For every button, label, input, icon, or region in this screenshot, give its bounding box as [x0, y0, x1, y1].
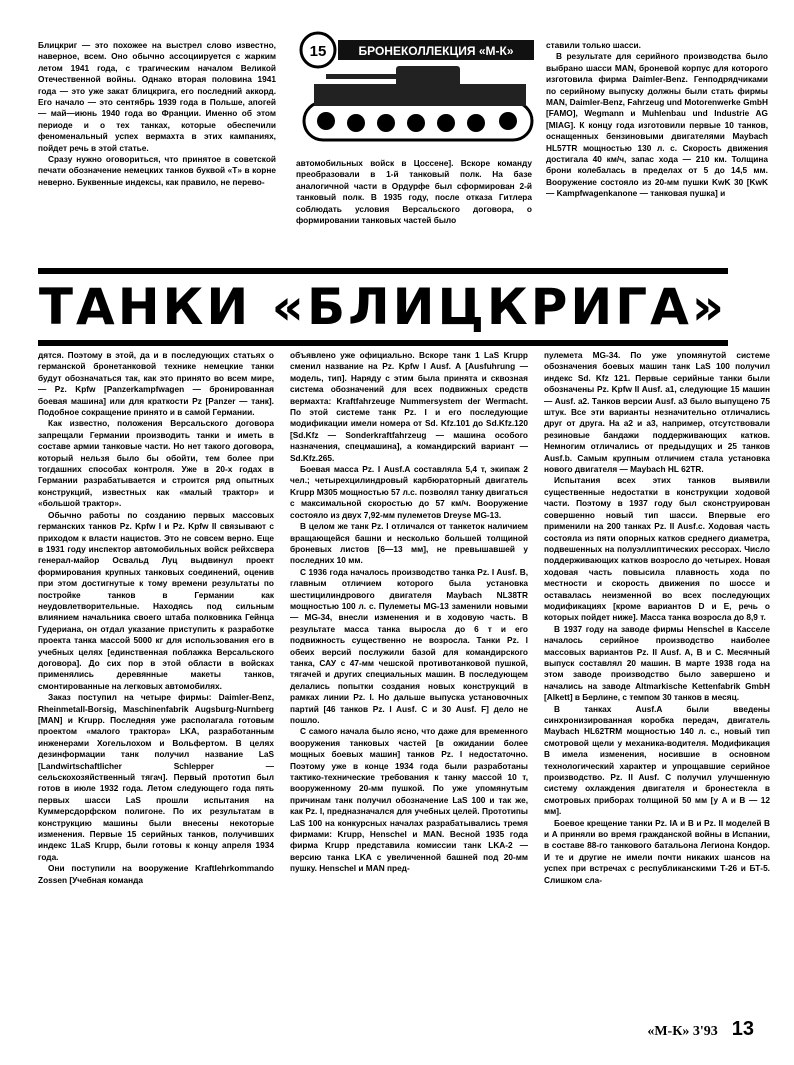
paragraph: Блицкриг — это похожее на выстрел слово известно, наверное, всем. Оно обычно ассоциируется с жарким летом 1941 года, с трагическим началом Великой Отечественной войны. Однако вторая половина 1941 года — это уже закат блицкрига, его последний аккорд. Его начало — это сентябрь 1939 года в Польше, апогей — май—июнь 1940 года во Франции. Именно об этом периоде и о тех танках, которые обеспечили феноменальный успех вермахта в этих кампаниях, пойдет речь в этой статье.: [38, 40, 276, 153]
paragraph: пулемета MG-34. По уже упомянутой системе обозначения боевых машин танк LaS 100 получил индекс Sd. Kfz 121. Первые серийные танки были обозначены Pz. Kpfw II Ausf. a1, следующие 15 машин — Ausf. a2. Танков версии Ausf. a3 было выпущено 75 штук. Все эти варианты незначительно отличались друг от друга. На a2 и a3, например, отсутствовали резиновые бандажи поддерживающих катков. Немногим отличались от предыдущих и 25 танков Ausf.b. Самым крупным отличием стала установка нового двигателя — Maybach HL 62TR.: [544, 350, 770, 475]
paragraph: Они поступили на вооружение Kraftlehrkommando Zossen [Учебная команда: [38, 863, 274, 885]
article-title-band: [38, 268, 728, 346]
bottom-column-1: [38, 350, 274, 1014]
bottom-column-2: [290, 350, 528, 1014]
paragraph: ставили только шасси.: [546, 40, 641, 50]
paragraph: Обычно работы по созданию первых массовых германских танков Pz. Kpfw I и Pz. Kpfw II связывают с приходом к власти нацистов. Это не совсем верно. Еще в 1931 году инспектор автомобильных войск рейхсвера генерал-майор Освальд Луц выдвинул проект формирования крупных танковых соединений, оценив при этом достигнутые к тому времени результаты по постройке танков в Германии как неудовлетворительные. Находясь под сильным влиянием начальника своего штаба полковника Гейнца Гудериана, он отдал указание приступить к разработке проекта танка массой 5000 кг для использования его в учебных целях [единственная поблажка Версальского договора]. До сих пор в этой области в войсках применялись деревянные макеты танков, смонтированные на легковых автомобилях.: [38, 509, 274, 691]
paragraph: В 1937 году на заводе фирмы Henschel в Касселе началось серийное производство наиболее массовых вариантов Pz. II Ausf. A, B и C. Месячный выпуск составлял 20 машин. В марте 1938 года на этом заводе производство было завершено и начались на заводе Altmarkische Kettenfabrik GmbH [Alkett] в Берлине, с темпом 30 танков в месяц.: [544, 623, 770, 703]
paragraph: автомобильных войск в Цоссене]. Вскоре команду преобразовали в 1-й танковый полк. На базе аналогичной части в Ордурфе был сформирован 2-й танковый полк. В 1935 году, после отказа Гитлера соблюдать условия Версальского договора, о формировании танковых частей было: [296, 158, 532, 226]
paragraph: В целом же танк Pz. I отличался от танкеток наличием вращающейся башни и несколько большей толщиной броневых листов [6—13 мм], не превышавшей у последних 10 мм.: [290, 521, 528, 566]
top-column-2: [296, 158, 532, 244]
article-title: ТАНКИ «БЛИЦКРИГА»: [38, 278, 728, 336]
paragraph: Боевая масса Pz. I Ausf.A составляла 5,4 т, экипаж 2 чел.; четырехцилиндровый карбюраторный двигатель Krupp M305 мощностью 57 л.с. позволял танку двигаться с максимальной скоростью до 57 км/ч. Вооружение состояло из двух 7,92-мм пулеметов Dreyse MG-13.: [290, 464, 528, 520]
paragraph: С самого начала было ясно, что даже для временного вооружения танковых частей [в ожидании более мощных боевых машин] танков Pz. I недостаточно. Поэтому уже в конце 1934 года были разработаны тактико-технические требования к танку массой 10 т, вооруженному 20-мм пушкой. По уже упомянутым причинам танк получил обозначение LaS 100 и так же, как Pz. I, предназначался для учебных целей. Прототипы LaS 100 на конкурсных началах разрабатывались тремя фирмами: Krupp, Henschel и MAN. Весной 1935 года фирма Krupp представила комиссии танк LKA-2 — версию танка LKA с увеличенной башней под 20-мм пушку. Henschel и MAN пред-: [290, 726, 528, 874]
top-column-1: [38, 40, 276, 244]
paragraph: Боевое крещение танки Pz. IA и B и Pz. II моделей B и A приняли во время гражданской войны в Испании, в составе 88-го танкового батальона Легиона Кондор. И те и другие не имели почти никаких шансов на успех при встречах с республиканскими Т-26 и БТ-5. Слишком сла-: [544, 817, 770, 885]
series-title: БРОНЕКОЛЛЕКЦИЯ «М-К»: [358, 44, 514, 58]
magazine-issue: «М-К» 3'93: [647, 1024, 718, 1039]
page-footer: [647, 1018, 754, 1040]
paragraph: В танках Ausf.A были введены синхронизированная коробка передач, двигатель Maybach HL62TRM мощностью 140 л. с., новый тип смотровой щели у механика-водителя. Модификация B имела изменения, носившие в основном технологический характер и упрощавшие серийное производство. Pz. II Ausf. C получил улучшенную систему охлаждения двигателя и бронестекла в смотровых приборах толщиной 50 мм [у A и B — 12 мм].: [544, 703, 770, 817]
series-emblem: [296, 28, 540, 156]
paragraph: Испытания всех этих танков выявили существенные недостатки в конструкции ходовой части. Поэтому в 1937 году был сконструирован совершенно новый тип шасси. Впервые его применили на 200 танках Pz. II Ausf.c. Ходовая часть состояла из пяти опорных катков среднего диаметра, подвешенных на полуэллиптических рессорах. Число поддерживающих катков возросло до четырех. Новая ходовая часть повысила плавность хода по местности и скорость движения по шоссе и оставалась неизменной во всех последующих модификациях [кроме вариантов D и E, речь о которых пойдет ниже]. Масса танка возросла до 8,9 т.: [544, 475, 770, 623]
bottom-column-3: [544, 350, 770, 1014]
paragraph: С 1936 года началось производство танка Pz. I Ausf. B, главным отличием которого была установка шестицилиндрового двигателя Maybach NL38TR мощностью 100 л. с. Пулеметы MG-13 заменили новыми — MG-34, внесли изменения и в ходовую часть. В результате масса танка выросла до 6 т и его подвижность существенно не возросла. Танки Pz. I обеих версий послужили базой для командирского танка, САУ с 47-мм чешской противотанковой пушкой, тягачей и других специальных машин. В последующем делались попытки создания новых конструкций в рамках линии Pz. I. Но дальше выпуска установочных партий [46 танков Pz. I Ausf. C и 30 Ausf. F] дело не пошло.: [290, 566, 528, 725]
paragraph: Как известно, положения Версальского договора запрещали Германии производить танки и иметь в составе армии танковые части. Но нет такого договора, который нельзя было бы обойти, тем более при тогдашних способах контроля. Уже в 20-х годах в Германии разрабатывается и строится ряд опытных конструкций, известных как «малый трактор» и «большой трактор».: [38, 418, 274, 509]
paragraph: дятся. Поэтому в этой, да и в последующих статьях о германской бронетанковой технике немецкие танки будут обозначаться так, как это принято во всем мире, — Pz. Kpfw [Panzerkampfwagen — бронированная боевая машина] или для краткости Pz [Panzer — танк]. Подобное сокращение принято и в самой Германии.: [38, 350, 274, 418]
paragraph: объявлено уже официально. Вскоре танк 1 LaS Krupp сменил название на Pz. Kpfw I Ausf. A [Ausfuhrung — модель, тип]. Наряду с этим была принята и сквозная система обозначений для всех подвижных средств вермахта: Kraftfahrzeuge Nummersystem der Wermacht. По этой системе танк Pz. I и его последующие модификации имели номера от Sd. Kfz.101 до Sd.Kfz.120 [Sd.Kfz — Sonderkraftfahrzeug — машина особого назначения, спецмашина], а командирский вариант — Sd.Kfz.265.: [290, 350, 528, 463]
paragraph: В результате для серийного производства было выбрано шасси MAN, броневой корпус для которого изготовила фирма Daimler-Benz. Генподрядчиками по серийному выпуску должны были стать фирмы MAN, Daimler-Benz, Fahrzeug und Motorenwerke GmbH [FAMO], Wegmann и Muhlenbau und Industrie AG [MIAG]. К концу года изготовили первые 10 танков, оснащенных бензиновыми двигателями Maybach HL57TR мощностью 130 л. с. Скорость движения достигала 40 км/ч, запас хода — 210 км. Толщина брони колебалась в пределах от 5 до 14,5 мм. Вооружение состояло из 20-мм пушки KwK 30 [KwK — Kampfwagenkanone — танковая пушка] и: [546, 51, 768, 199]
page-number: 13: [731, 1018, 754, 1040]
paragraph: Заказ поступил на четыре фирмы: Daimler-Benz, Rheinmetall-Borsig, Maschinenfabrik Augsburg-Nurnberg [MAN] и Krupp. Последняя уже располагала готовым проектом «малого трактора» LKA, разработанным инженерами Хогельлохом и Вольфертом. В целях дезинформации танк получил название LaS [Landwirtschaftlicher Schlepper — сельскохозяйственный тягач]. Первый прототип был готов в июле 1932 года. Летом следующего года пять первых шасси LaS прошли испытания на Куммерсдорфском полигоне. По их результатам в конструкцию машины были внесены некоторые изменения. Первые 15 серийных танков, получивших индекс 1LaS Krupp, были готовы к концу апреля 1934 года.: [38, 692, 274, 862]
tank-silhouette-icon: [304, 66, 532, 140]
series-number: 15: [309, 43, 327, 60]
top-column-3: [546, 40, 768, 244]
paragraph: Сразу нужно оговориться, что принятое в советской печати обозначение немецких танков буквой «Т» в корне неверно. Буквенные индексы, как правило, не перево-: [38, 154, 276, 187]
